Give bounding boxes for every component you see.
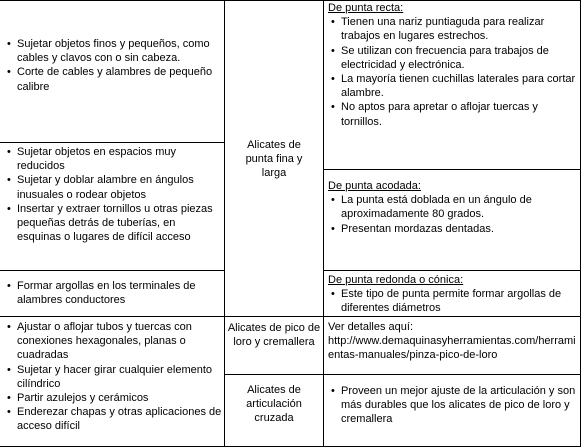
list-item: • La punta está doblada en un ángulo de aproximadamente 80 grados. xyxy=(328,193,578,221)
uses-cell-1 xyxy=(4,37,222,94)
row-divider-3 xyxy=(0,316,581,317)
detail-pico-loro xyxy=(328,320,578,363)
detail-punta-acodada xyxy=(328,179,578,236)
list-item: • Sujetar objetos en espacios muy reducidos xyxy=(4,145,222,173)
tool-name-pico-loro: Alicates de pico de loro y cremallera xyxy=(227,322,321,349)
list-item: • Este tipo de punta permite formar argollas de diferentes diámetros xyxy=(328,287,578,315)
detail-heading: De punta acodada: xyxy=(328,180,421,192)
list-item: • Insertar y extraer tornillos u otras piezas pequeñas detrás de tuberías, en esquinas o lugares de difícil acceso xyxy=(4,202,222,245)
list-item: • Sujetar objetos finos y pequeños, como cables y clavos con o sin cabeza. xyxy=(4,37,222,65)
row-divider-2 xyxy=(0,270,224,271)
list-item: • Se utilizan con frecuencia para trabajos de electricidad y electrónica. xyxy=(328,44,578,72)
list-item: • Ajustar o aflojar tubos y tuercas con conexiones hexagonales, planas o cuadradas xyxy=(4,320,222,363)
detail-articulacion xyxy=(328,384,578,427)
list-item: • Presentan mordazas dentadas. xyxy=(328,222,578,236)
col-divider-1 xyxy=(224,0,225,447)
detail-text: Ver detalles aquí: xyxy=(328,321,414,333)
list-item: • Sujetar y hacer girar cualquier elemento cilíndrico xyxy=(4,363,222,391)
row-divider-1 xyxy=(0,142,224,143)
uses-cell-3 xyxy=(4,279,222,307)
list-item: • Tienen una nariz puntiaguda para realizar trabajos en lugares estrechos. xyxy=(328,15,578,43)
detail-heading: De punta recta: xyxy=(328,2,404,14)
list-item: • No aptos para apretar o aflojar tuercas y tornillos. xyxy=(328,100,578,128)
detail-punta-redonda xyxy=(328,273,578,316)
col-divider-2 xyxy=(323,0,324,447)
row-divider-1-right xyxy=(323,169,581,170)
list-item: • La mayoría tienen cuchillas laterales para cortar alambre. xyxy=(328,72,578,100)
list-item: • Partir azulejos y cerámicos xyxy=(4,391,222,405)
list-item: • Formar argollas en los terminales de alambres conductores xyxy=(4,279,222,307)
row-divider-4 xyxy=(224,374,581,375)
list-item: • Corte de cables y alambres de pequeño calibre xyxy=(4,65,222,93)
tool-name-articulacion: Alicates de articulación cruzada xyxy=(246,384,302,425)
uses-cell-2 xyxy=(4,145,222,244)
tool-name-punta-fina: Alicates de punta fina y larga xyxy=(245,139,303,180)
uses-cell-4 xyxy=(4,320,222,434)
list-item: • Proveen un mejor ajuste de la articulación y son más durables que los alicates de pico de loro y cremallera xyxy=(328,384,578,427)
list-item: • Enderezar chapas y otras aplicaciones de acceso difícil xyxy=(4,405,222,433)
list-item: • Sujetar y doblar alambre en ángulos inusuales o rodear objetos xyxy=(4,173,222,201)
detail-heading: De punta redonda o cónica: xyxy=(328,274,464,286)
detail-link[interactable]: http://www.demaquinasyherramientas.com/herramientas-manuales/pinza-pico-de-loro xyxy=(328,335,576,362)
detail-punta-recta xyxy=(328,1,578,129)
row-divider-2-right xyxy=(323,270,581,271)
